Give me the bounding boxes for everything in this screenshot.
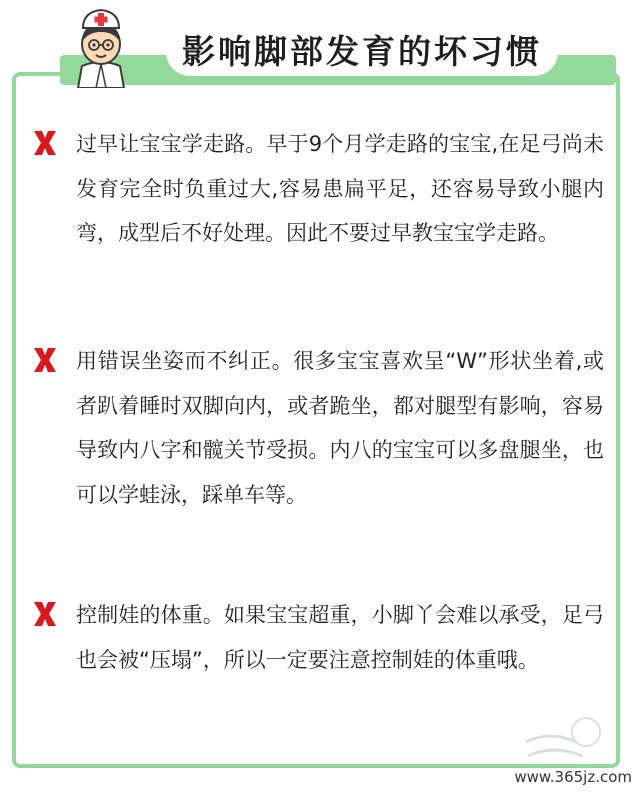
- habit-text: 过早让宝宝学走路。早于9个月学走路的宝宝,在足弓尚未发育完全时负重过大,容易患扁平足，还容易导致小腿内弯，成型后不好处理。因此不要过早教宝宝学走路。: [76, 132, 604, 245]
- habit-item: [32, 593, 612, 723]
- red-x-icon: [32, 128, 58, 158]
- watermark-url: www.365jz.com: [514, 768, 632, 786]
- watermark-logo-icon: [520, 712, 610, 764]
- red-x-icon: [32, 599, 58, 629]
- habit-text: 控制娃的体重。如果宝宝超重，小脚丫会难以承受，足弓也会被“压塌”，所以一定要注意控制娃的体重哦。: [76, 603, 604, 672]
- red-x-icon: [32, 345, 58, 375]
- doctor-avatar-icon: [68, 4, 134, 88]
- page-title: 影响脚部发育的坏习惯: [166, 28, 558, 76]
- habit-item: [32, 339, 612, 554]
- habit-item: [32, 122, 612, 292]
- habit-text: 用错误坐姿而不纠正。很多宝宝喜欢呈“W”形状坐着,或者趴着睡时双脚向内，或者跪坐，都对腿型有影响，容易导致内八字和髋关节受损。内八的宝宝可以多盘腿坐，也可以学蛙泳，踩单车等。: [76, 349, 604, 507]
